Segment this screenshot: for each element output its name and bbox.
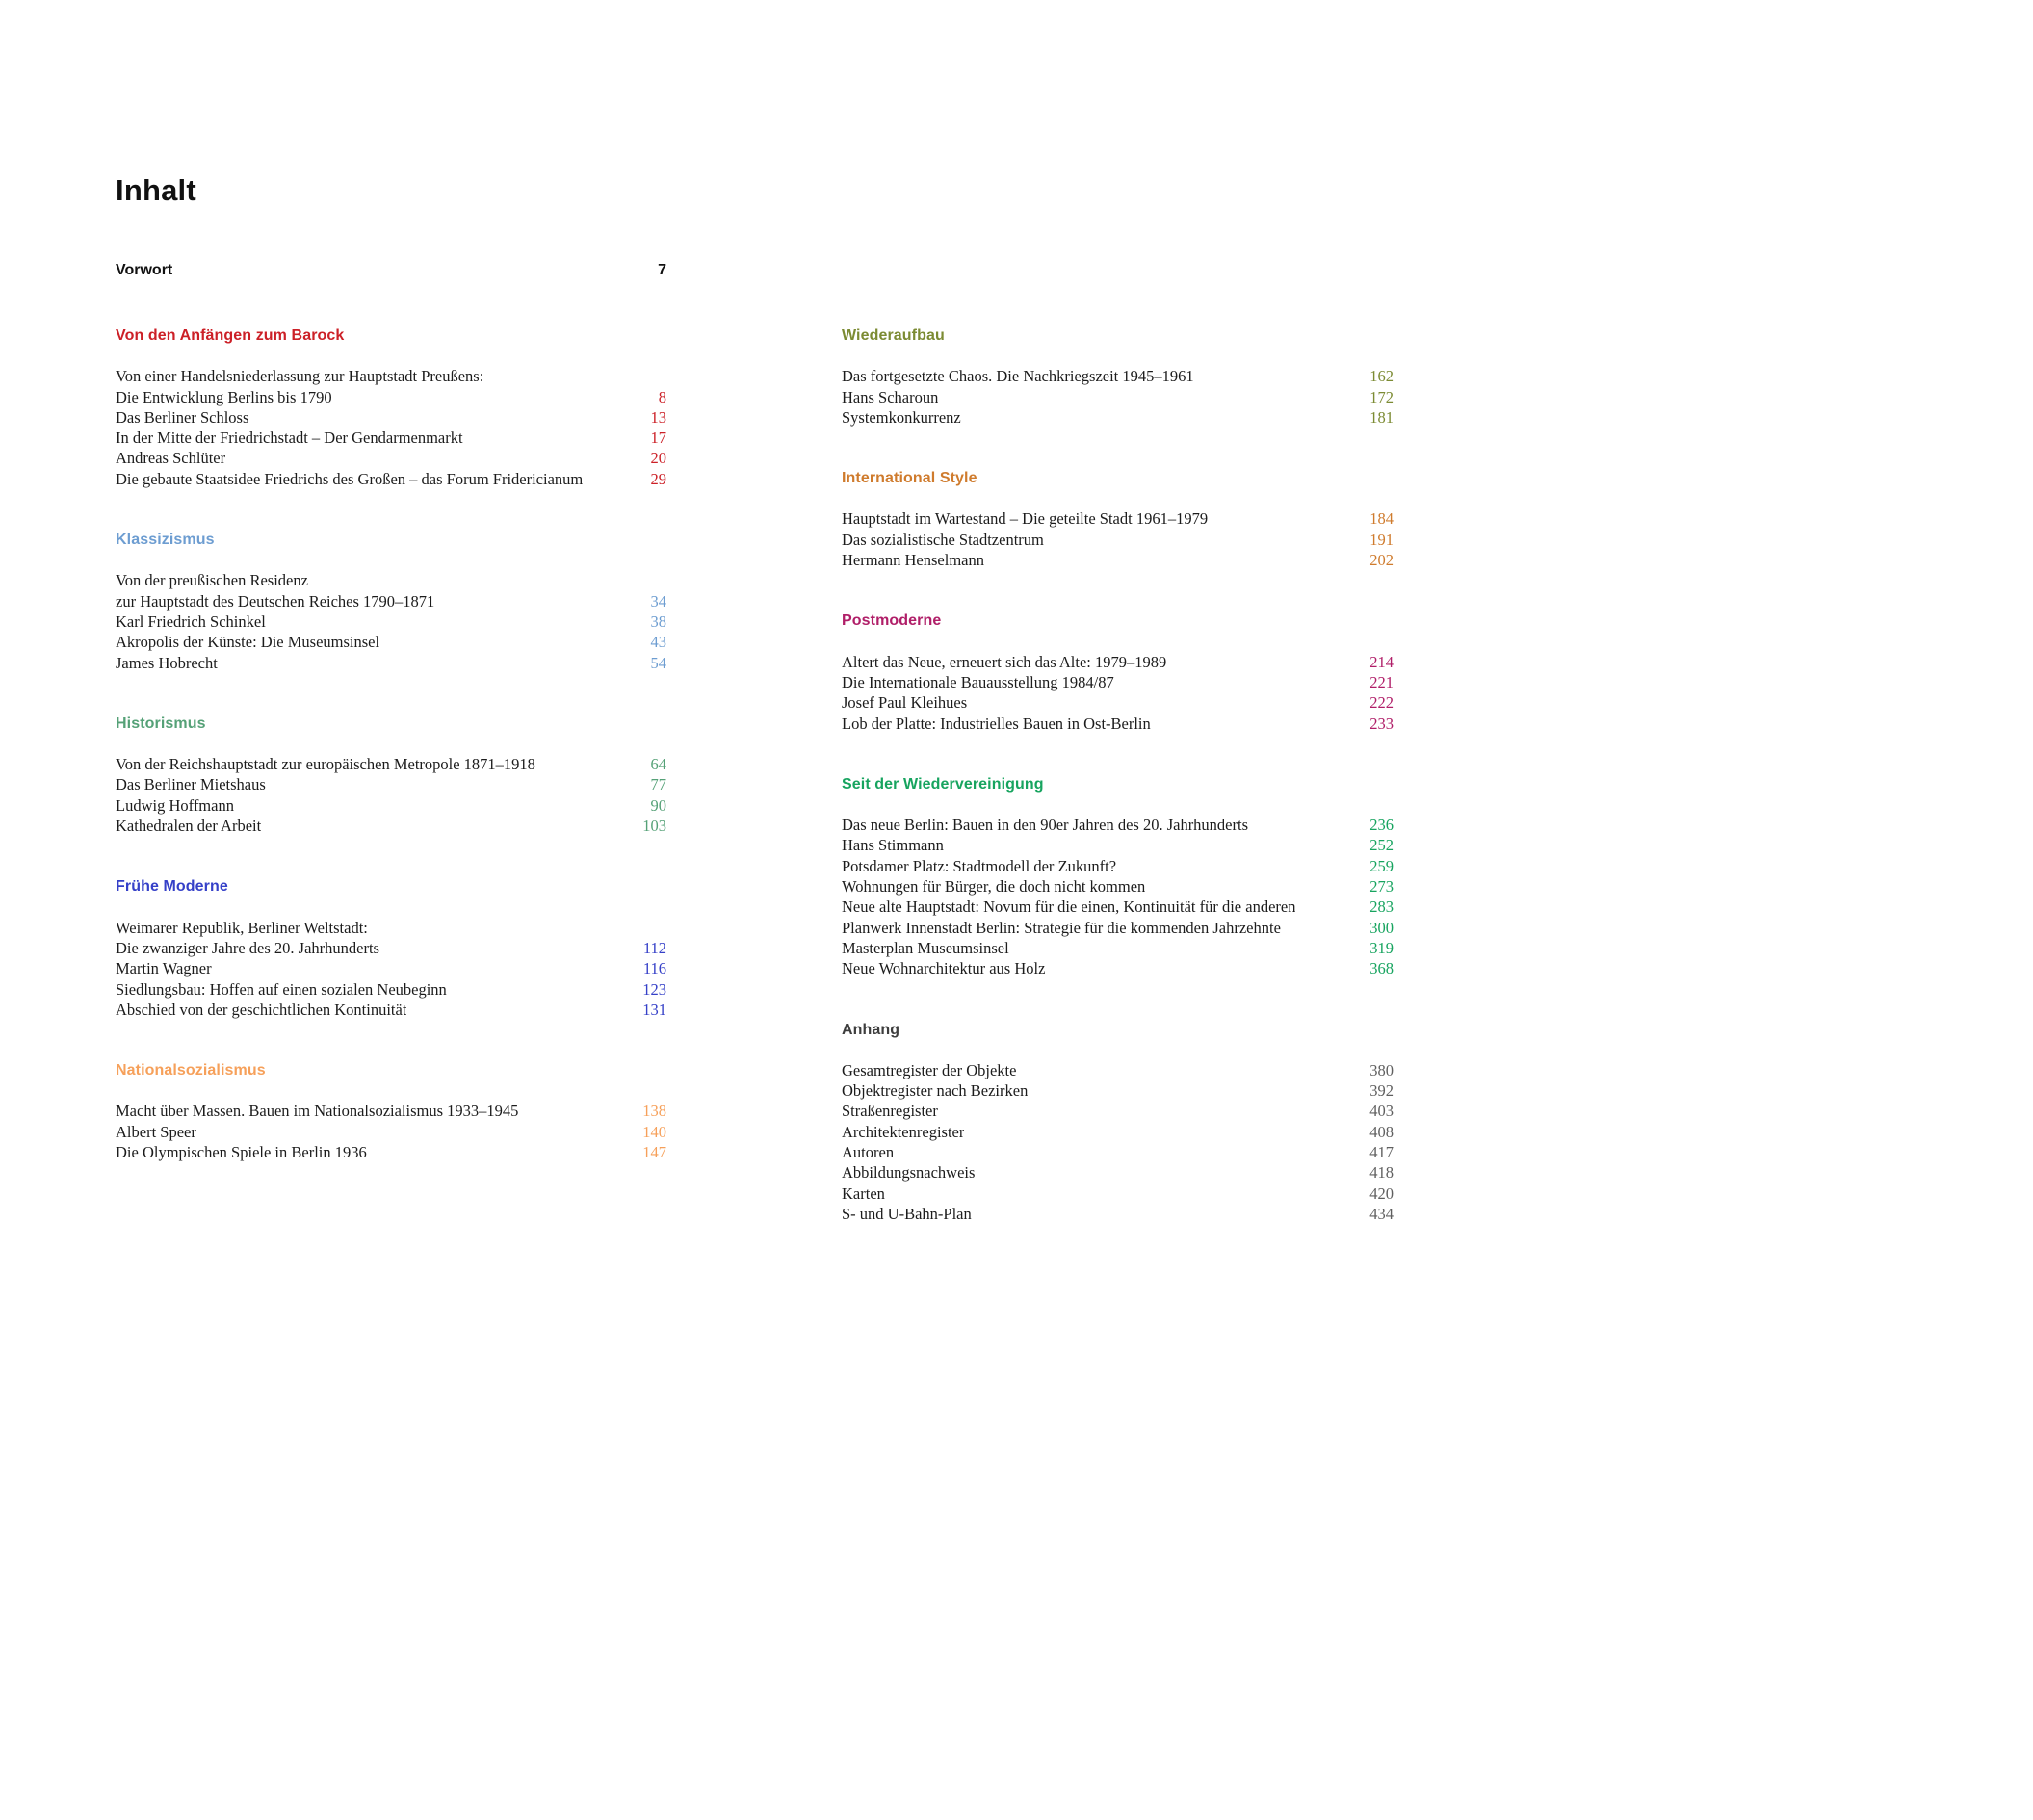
entry-page: 131 xyxy=(642,1000,666,1019)
entry-page: 202 xyxy=(1369,551,1394,570)
toc-section xyxy=(116,530,666,673)
toc-entry xyxy=(842,1122,1394,1142)
toc-entry xyxy=(842,692,1394,713)
entry-page: 222 xyxy=(1369,693,1394,713)
toc-column-left xyxy=(116,325,666,1203)
toc-entry xyxy=(116,428,666,448)
toc-entry xyxy=(842,530,1394,550)
entry-title: Das Berliner Mietshaus xyxy=(116,775,266,794)
entry-title: Karten xyxy=(842,1183,885,1203)
section-heading: Postmoderne xyxy=(842,612,942,630)
entry-title: Lob der Platte: Industrielles Bauen in Ost-Berlin xyxy=(842,714,1151,733)
entry-title: Weimarer Republik, Berliner Weltstadt: xyxy=(116,918,368,937)
toc-section xyxy=(116,876,666,1020)
toc-column-right xyxy=(842,325,1394,1264)
entry-page: 29 xyxy=(650,469,666,488)
toc-entry xyxy=(116,979,666,1000)
entry-page: 64 xyxy=(650,755,666,774)
entry-page: 259 xyxy=(1369,856,1394,875)
entry-page: 418 xyxy=(1369,1163,1394,1183)
toc-section xyxy=(116,714,666,836)
entry-page: 90 xyxy=(650,795,666,815)
entry-title: Akropolis der Künste: Die Museumsinsel xyxy=(116,633,380,652)
entry-title: Masterplan Museumsinsel xyxy=(842,938,1009,957)
entry-page: 172 xyxy=(1369,387,1394,406)
page-title: Inhalt xyxy=(116,173,196,207)
entry-title: Wohnungen für Bürger, die doch nicht kommen xyxy=(842,877,1146,897)
entry-title: Hauptstadt im Wartestand – Die geteilte Stadt 1961–1979 xyxy=(842,509,1209,529)
entry-page: 233 xyxy=(1369,714,1394,733)
entry-title: Die gebaute Staatsidee Friedrichs des Großen – das Forum Fridericianum xyxy=(116,469,584,488)
entry-title: Die Olympischen Spiele in Berlin 1936 xyxy=(116,1143,367,1162)
entry-page: 214 xyxy=(1369,652,1394,671)
entry-page: 420 xyxy=(1369,1183,1394,1203)
entry-page: 140 xyxy=(642,1122,666,1141)
toc-entry xyxy=(842,938,1394,958)
toc-entry xyxy=(842,508,1394,529)
section-heading: Anhang xyxy=(842,1021,900,1038)
entry-page: 184 xyxy=(1369,509,1394,529)
toc-entry xyxy=(842,1080,1394,1101)
entry-page: 236 xyxy=(1369,816,1394,835)
entry-title: Autoren xyxy=(842,1143,895,1162)
entry-title: Objektregister nach Bezirken xyxy=(842,1081,1029,1101)
entry-page: 116 xyxy=(642,959,666,978)
entry-page: 273 xyxy=(1369,877,1394,897)
entry-title: Kathedralen der Arbeit xyxy=(116,817,262,836)
toc-entry xyxy=(116,387,666,407)
toc-section xyxy=(116,325,666,489)
entry-title: Architektenregister xyxy=(842,1122,965,1141)
preface-row xyxy=(116,262,666,279)
toc-section xyxy=(842,1020,1394,1225)
entry-page: 181 xyxy=(1369,407,1394,427)
toc-entry xyxy=(116,938,666,958)
section-heading: International Style xyxy=(842,470,977,487)
entry-page: 319 xyxy=(1369,938,1394,957)
entry-title: Hans Stimmann xyxy=(842,836,944,855)
toc-entry xyxy=(116,1101,666,1121)
section-heading: Von den Anfängen zum Barock xyxy=(116,327,345,344)
entry-title: Gesamtregister der Objekte xyxy=(842,1060,1017,1079)
entry-page: 13 xyxy=(650,407,666,427)
toc-entry xyxy=(116,591,666,611)
toc-entry xyxy=(116,448,666,468)
entry-title: Karl Friedrich Schinkel xyxy=(116,611,266,631)
entry-page: 8 xyxy=(658,387,666,406)
entry-page: 221 xyxy=(1369,672,1394,691)
entry-title: Abschied von der geschichtlichen Kontinuität xyxy=(116,1000,407,1019)
toc-entry xyxy=(116,1122,666,1142)
toc-entry xyxy=(842,652,1394,672)
entry-title: S- und U-Bahn-Plan xyxy=(842,1204,972,1223)
toc-section xyxy=(842,468,1394,570)
toc-entry xyxy=(842,958,1394,978)
entry-page: 43 xyxy=(650,633,666,652)
entry-page: 403 xyxy=(1369,1102,1394,1121)
entry-page: 434 xyxy=(1369,1204,1394,1223)
entry-title: Die zwanziger Jahre des 20. Jahrhunderts xyxy=(116,938,379,957)
toc-entry xyxy=(116,632,666,652)
entry-title: Von einer Handelsniederlassung zur Hauptstadt Preußens: xyxy=(116,367,484,386)
entry-page: 112 xyxy=(642,938,666,957)
toc-section xyxy=(842,774,1394,979)
entry-title: Siedlungsbau: Hoffen auf einen sozialen Neubeginn xyxy=(116,979,447,999)
toc-entry xyxy=(116,611,666,632)
entry-title: Das Berliner Schloss xyxy=(116,407,249,427)
entry-page: 123 xyxy=(642,979,666,999)
toc-entry xyxy=(842,1142,1394,1162)
section-heading: Wiederaufbau xyxy=(842,327,945,344)
section-heading: Frühe Moderne xyxy=(116,878,228,896)
toc-entry xyxy=(842,856,1394,876)
entry-page: 380 xyxy=(1369,1060,1394,1079)
entry-page: 283 xyxy=(1369,897,1394,917)
toc-entry xyxy=(842,897,1394,917)
preface-label: Vorwort xyxy=(116,262,173,278)
toc-entry xyxy=(842,1162,1394,1183)
entry-title: zur Hauptstadt des Deutschen Reiches 1790–1871 xyxy=(116,591,435,611)
entry-page: 300 xyxy=(1369,918,1394,937)
section-heading: Seit der Wiedervereinigung xyxy=(842,775,1044,793)
toc-entry xyxy=(116,754,666,774)
entry-page: 392 xyxy=(1369,1081,1394,1101)
toc-entry xyxy=(842,407,1394,428)
toc-entry xyxy=(842,1060,1394,1080)
entry-title: Das sozialistische Stadtzentrum xyxy=(842,530,1044,549)
entry-title: Neue alte Hauptstadt: Novum für die einen, Kontinuität für die anderen xyxy=(842,897,1296,917)
entry-title: Abbildungsnachweis xyxy=(842,1163,976,1183)
entry-title: Die Entwicklung Berlins bis 1790 xyxy=(116,387,332,406)
toc-entry xyxy=(842,366,1394,386)
toc-entry xyxy=(116,1000,666,1020)
toc-entry xyxy=(116,469,666,489)
entry-page: 252 xyxy=(1369,836,1394,855)
entry-page: 191 xyxy=(1369,530,1394,549)
toc-entry xyxy=(116,816,666,836)
toc-entry xyxy=(116,653,666,673)
entry-page: 408 xyxy=(1369,1122,1394,1141)
entry-title: Macht über Massen. Bauen im Nationalsozialismus 1933–1945 xyxy=(116,1102,519,1121)
entry-title: Potsdamer Platz: Stadtmodell der Zukunft? xyxy=(842,856,1117,875)
entry-title: Systemkonkurrenz xyxy=(842,407,961,427)
toc-entry xyxy=(842,672,1394,692)
entry-page: 54 xyxy=(650,653,666,672)
entry-title: Hermann Henselmann xyxy=(842,551,984,570)
toc-entry xyxy=(116,366,666,386)
toc-section xyxy=(842,611,1394,733)
entry-page: 162 xyxy=(1369,367,1394,386)
entry-page: 34 xyxy=(650,591,666,611)
entry-title: Albert Speer xyxy=(116,1122,196,1141)
entry-title: Von der Reichshauptstadt zur europäischen Metropole 1871–1918 xyxy=(116,755,535,774)
toc-entry xyxy=(842,550,1394,570)
toc-section xyxy=(842,325,1394,428)
entry-title: Das neue Berlin: Bauen in den 90er Jahren des 20. Jahrhunderts xyxy=(842,816,1249,835)
entry-title: Andreas Schlüter xyxy=(116,449,226,468)
toc-entry xyxy=(116,795,666,816)
toc-entry xyxy=(842,1183,1394,1204)
entry-title: Von der preußischen Residenz xyxy=(116,571,308,590)
entry-title: Neue Wohnarchitektur aus Holz xyxy=(842,959,1046,978)
preface-page: 7 xyxy=(658,262,666,278)
toc-entry xyxy=(842,815,1394,835)
toc-entry xyxy=(116,1142,666,1162)
entry-title: Altert das Neue, erneuert sich das Alte: 1979–1989 xyxy=(842,652,1167,671)
toc-entry xyxy=(116,774,666,794)
entry-title: Hans Scharoun xyxy=(842,387,939,406)
section-heading: Klassizismus xyxy=(116,532,215,549)
toc-entry xyxy=(116,570,666,590)
entry-page: 138 xyxy=(642,1102,666,1121)
entry-title: Ludwig Hoffmann xyxy=(116,795,234,815)
entry-title: James Hobrecht xyxy=(116,653,218,672)
entry-page: 147 xyxy=(642,1143,666,1162)
entry-page: 417 xyxy=(1369,1143,1394,1162)
entry-title: In der Mitte der Friedrichstadt – Der Gendarmenmarkt xyxy=(116,429,463,448)
section-heading: Nationalsozialismus xyxy=(116,1062,266,1079)
entry-title: Die Internationale Bauausstellung 1984/87 xyxy=(842,672,1114,691)
toc-entry xyxy=(842,1101,1394,1121)
entry-page: 17 xyxy=(650,429,666,448)
toc-entry xyxy=(116,918,666,938)
entry-page: 103 xyxy=(642,817,666,836)
toc-entry xyxy=(116,407,666,428)
toc-entry xyxy=(116,958,666,978)
entry-title: Das fortgesetzte Chaos. Die Nachkriegszeit 1945–1961 xyxy=(842,367,1194,386)
toc-entry xyxy=(842,876,1394,897)
section-heading: Historismus xyxy=(116,715,206,732)
toc-section xyxy=(116,1060,666,1162)
entry-title: Josef Paul Kleihues xyxy=(842,693,968,713)
entry-title: Planwerk Innenstadt Berlin: Strategie für die kommenden Jahrzehnte xyxy=(842,918,1281,937)
toc-entry xyxy=(842,714,1394,734)
entry-page: 77 xyxy=(650,775,666,794)
toc-entry xyxy=(842,918,1394,938)
entry-title: Straßenregister xyxy=(842,1102,938,1121)
entry-page: 368 xyxy=(1369,959,1394,978)
toc-entry xyxy=(842,835,1394,855)
toc-entry xyxy=(842,1204,1394,1224)
entry-title: Martin Wagner xyxy=(116,959,212,978)
toc-entry xyxy=(842,387,1394,407)
entry-page: 20 xyxy=(650,449,666,468)
entry-page: 38 xyxy=(650,611,666,631)
